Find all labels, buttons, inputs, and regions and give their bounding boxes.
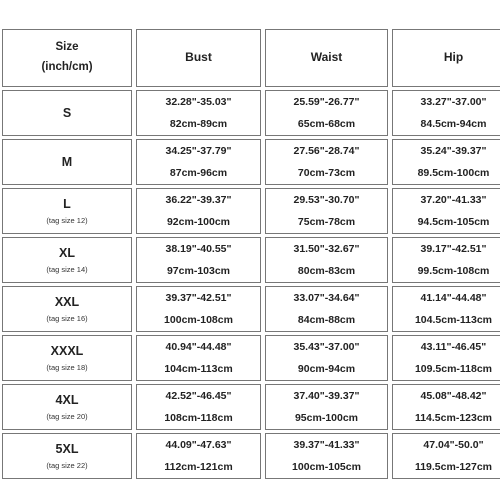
waist-cm-value: 80cm-83cm (297, 265, 356, 277)
bust-cell (136, 188, 261, 234)
header-bust: Bust (136, 29, 261, 87)
size-label: 4XL (55, 392, 79, 407)
hip-cell (392, 335, 500, 381)
bust-inch-value: 36.22"-39.37" (165, 193, 232, 206)
bust-cell (136, 384, 261, 430)
bust-inch-value: 40.94"-44.48" (165, 340, 232, 353)
hip-inch-value: 33.27"-37.00" (420, 95, 487, 108)
size-label: L (63, 196, 71, 211)
hip-cm-value: 104.5cm-113cm (414, 314, 493, 326)
waist-inch-value: 27.56"-28.74" (293, 144, 360, 157)
bust-cm-value: 97cm-103cm (166, 265, 231, 277)
size-label: XXXL (50, 343, 84, 358)
bust-cm-value: 82cm-89cm (169, 118, 228, 130)
waist-cm-value: 70cm-73cm (297, 167, 356, 179)
hip-cell (392, 384, 500, 430)
bust-inch-value: 34.25"-37.79" (165, 144, 232, 157)
waist-cm-value: 75cm-78cm (297, 216, 356, 228)
tag-size-label: (tag size 12) (46, 215, 88, 225)
hip-inch-value: 47.04"-50.0" (423, 438, 484, 451)
size-cell (2, 286, 132, 332)
header-waist: Waist (265, 29, 388, 87)
size-label: M (61, 154, 73, 169)
tag-size-label: (tag size 16) (46, 313, 88, 323)
size-cell (2, 384, 132, 430)
bust-cell (136, 139, 261, 185)
size-cell (2, 139, 132, 185)
bust-inch-value: 44.09"-47.63" (165, 438, 232, 451)
bust-inch-value: 42.52"-46.45" (165, 389, 232, 402)
hip-cm-value: 94.5cm-105cm (417, 216, 490, 228)
waist-cell (265, 384, 388, 430)
bust-cm-value: 87cm-96cm (169, 167, 228, 179)
size-cell (2, 188, 132, 234)
bust-cm-value: 104cm-113cm (164, 363, 233, 375)
hip-cm-value: 114.5cm-123cm (414, 412, 493, 424)
size-chart-table (2, 29, 500, 479)
waist-inch-value: 39.37"-41.33" (293, 438, 360, 451)
hip-cell (392, 139, 500, 185)
size-label: 5XL (55, 441, 79, 456)
size-label: XL (59, 245, 75, 260)
tag-size-label: (tag size 14) (46, 264, 88, 274)
header-size-label: Size (55, 41, 79, 54)
hip-cm-value: 99.5cm-108cm (417, 265, 490, 277)
hip-inch-value: 43.11"-46.45" (420, 340, 487, 353)
tag-size-label: (tag size 22) (46, 460, 88, 470)
waist-cm-value: 90cm-94cm (297, 363, 356, 375)
hip-cm-value: 84.5cm-94cm (420, 118, 487, 130)
hip-inch-value: 45.08"-48.42" (420, 389, 487, 402)
waist-inch-value: 29.53"-30.70" (293, 193, 360, 206)
waist-inch-value: 25.59"-26.77" (293, 95, 360, 108)
bust-inch-value: 39.37"-42.51" (165, 291, 232, 304)
hip-inch-value: 37.20"-41.33" (420, 193, 487, 206)
hip-cell (392, 90, 500, 136)
hip-cell (392, 188, 500, 234)
size-cell (2, 335, 132, 381)
header-size-unit: (inch/cm) (41, 61, 93, 73)
hip-cm-value: 109.5cm-118cm (414, 363, 493, 375)
waist-cm-value: 100cm-105cm (292, 461, 361, 473)
bust-cm-value: 92cm-100cm (166, 216, 231, 228)
waist-inch-value: 35.43"-37.00" (293, 340, 360, 353)
bust-cm-value: 108cm-118cm (164, 412, 233, 424)
header-hip: Hip (392, 29, 500, 87)
waist-cell (265, 188, 388, 234)
bust-cm-value: 100cm-108cm (164, 314, 233, 326)
bust-cm-value: 112cm-121cm (164, 461, 233, 473)
size-cell (2, 433, 132, 479)
hip-cell (392, 237, 500, 283)
waist-inch-value: 33.07"-34.64" (293, 291, 360, 304)
hip-inch-value: 39.17"-42.51" (420, 242, 487, 255)
waist-cell (265, 286, 388, 332)
tag-size-label: (tag size 20) (46, 411, 88, 421)
hip-cm-value: 89.5cm-100cm (417, 167, 490, 179)
bust-cell (136, 286, 261, 332)
size-cell (2, 90, 132, 136)
bust-cell (136, 335, 261, 381)
bust-cell (136, 433, 261, 479)
size-label: S (62, 105, 72, 120)
waist-inch-value: 31.50"-32.67" (293, 242, 360, 255)
waist-cm-value: 65cm-68cm (297, 118, 356, 130)
hip-cell (392, 286, 500, 332)
waist-inch-value: 37.40"-39.37" (293, 389, 360, 402)
hip-cell (392, 433, 500, 479)
hip-cm-value: 119.5cm-127cm (414, 461, 493, 473)
waist-cm-value: 95cm-100cm (294, 412, 359, 424)
bust-inch-value: 38.19"-40.55" (165, 242, 232, 255)
bust-inch-value: 32.28"-35.03" (165, 95, 232, 108)
waist-cell (265, 433, 388, 479)
hip-inch-value: 35.24"-39.37" (420, 144, 487, 157)
waist-cell (265, 139, 388, 185)
header-size (2, 29, 132, 87)
waist-cell (265, 90, 388, 136)
bust-cell (136, 90, 261, 136)
waist-cm-value: 84cm-88cm (297, 314, 356, 326)
tag-size-label: (tag size 18) (46, 362, 88, 372)
waist-cell (265, 237, 388, 283)
waist-cell (265, 335, 388, 381)
hip-inch-value: 41.14"-44.48" (420, 291, 487, 304)
size-label: XXL (54, 294, 80, 309)
bust-cell (136, 237, 261, 283)
size-cell (2, 237, 132, 283)
